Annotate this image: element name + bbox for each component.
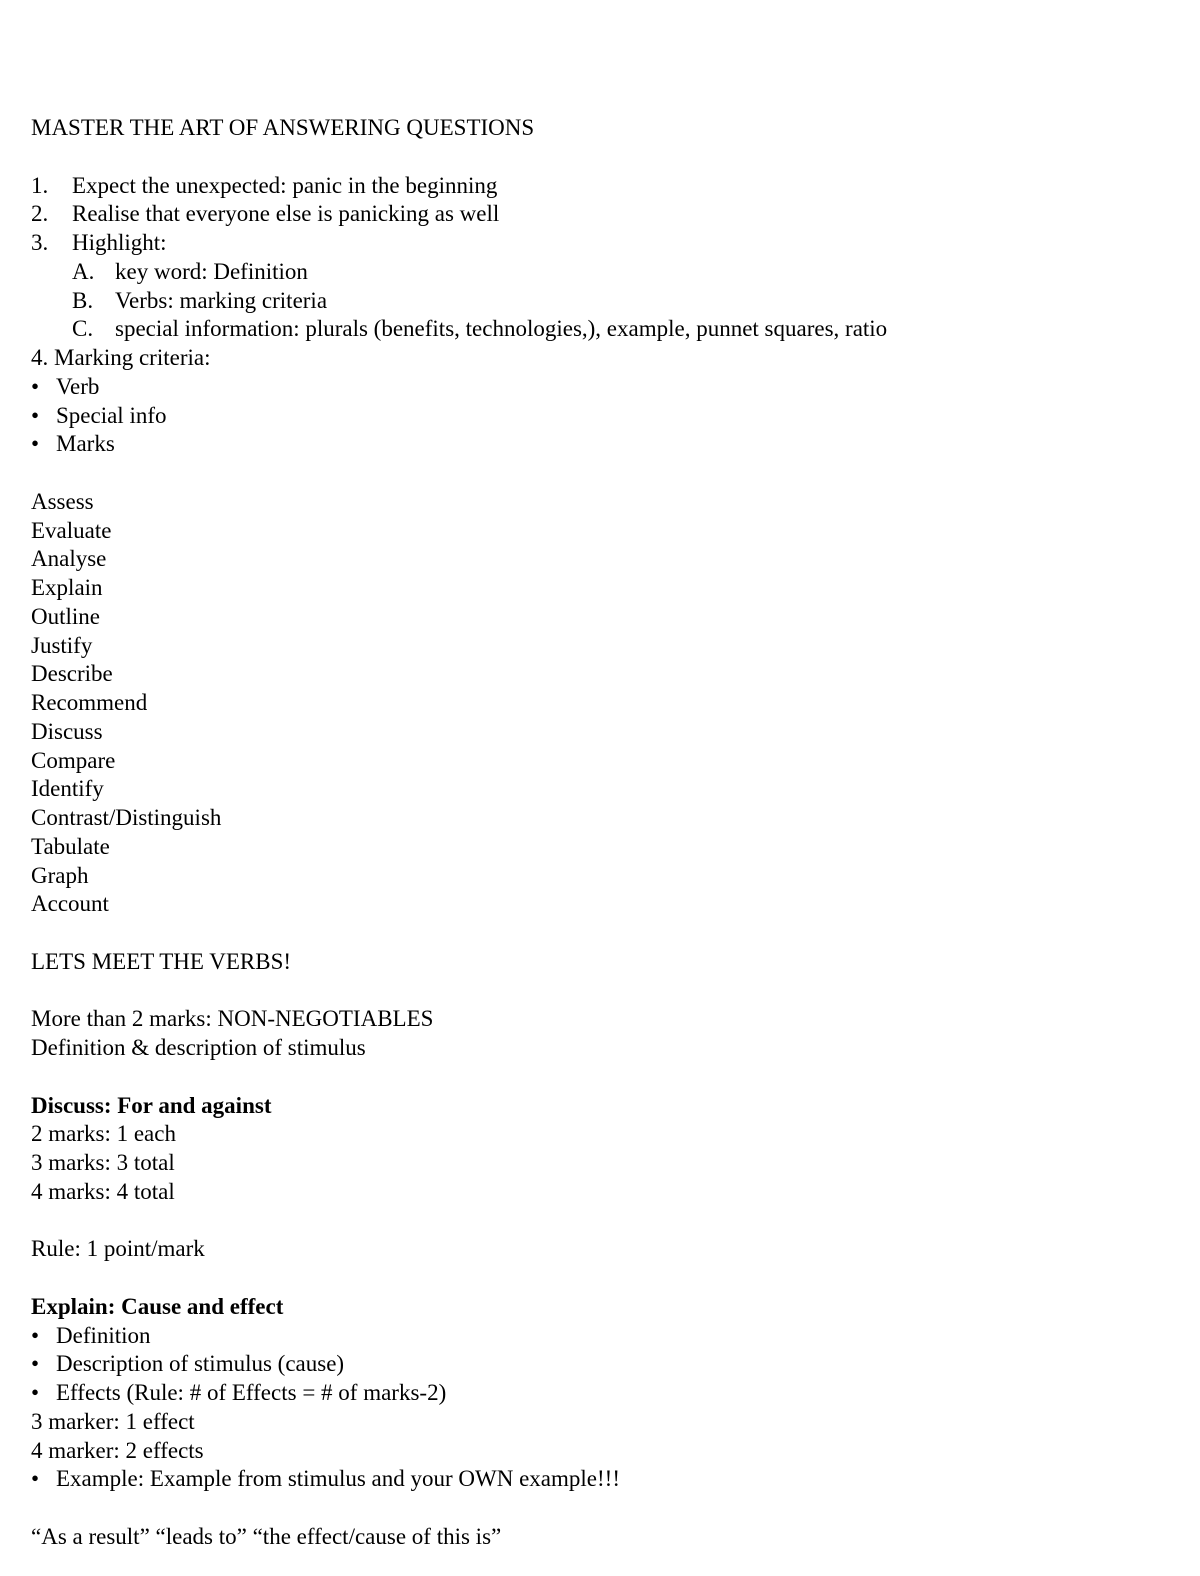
verb-item: Outline (31, 603, 100, 629)
highlight-subitem: B. Verbs: marking criteria (72, 287, 328, 313)
verb-item: Compare (31, 747, 116, 773)
non-negotiables-line: Definition & description of stimulus (31, 1035, 366, 1060)
bullet-icon: • (31, 1466, 40, 1492)
verb-item: Account (31, 891, 109, 917)
bullet-icon: • (31, 1322, 40, 1348)
step-item: 3. Highlight: (31, 230, 167, 255)
verb-item: Tabulate (31, 833, 110, 859)
verb-item: Evaluate (31, 517, 112, 543)
blank-line (31, 1063, 1171, 1092)
highlight-subitem: A. key word: Definition (72, 258, 308, 284)
discuss-heading: Discuss: For and against (31, 1092, 272, 1118)
highlight-subitem: C. special information: plurals (benefits, technologies,), example, punnet squares, ratio (72, 316, 888, 342)
bullet-item: • Definition (31, 1322, 1171, 1351)
marking-criteria-heading: 4. Marking criteria: (31, 345, 211, 370)
discuss-rule: Rule: 1 point/mark (31, 1236, 205, 1262)
meet-verbs-heading: LETS MEET THE VERBS! (31, 948, 292, 974)
step-item: 1. Expect the unexpected: panic in the beginning (31, 172, 498, 198)
verb-item: Discuss (31, 718, 103, 744)
blank-line (31, 1264, 1171, 1293)
step-item: 2. Realise that everyone else is panicking as well (31, 201, 500, 227)
bullet-item: • Special info (31, 402, 1171, 431)
verb-item: Recommend (31, 690, 148, 715)
bullet-icon: • (31, 1351, 40, 1377)
bullet-icon: • (31, 373, 40, 399)
verb-item: Analyse (31, 546, 107, 572)
blank-line (31, 143, 1171, 172)
bullet-icon: • (31, 402, 40, 428)
bullet-item: • Effects (Rule: # of Effects = # of marks-2) (31, 1379, 1171, 1408)
verb-item: Assess (31, 488, 94, 514)
verb-item: Describe (31, 661, 113, 687)
discuss-line: 2 marks: 1 each (31, 1121, 176, 1147)
bullet-item: • Example: Example from stimulus and your OWN example!!! (31, 1465, 1171, 1494)
blank-line (31, 1494, 1171, 1523)
verb-item: Graph (31, 862, 89, 888)
discuss-line: 3 marks: 3 total (31, 1150, 175, 1175)
bullet-icon: • (31, 1380, 40, 1405)
bullet-item: • Description of stimulus (cause) (31, 1350, 1171, 1379)
bullet-item: • Marks (31, 430, 1171, 459)
document-content (31, 114, 1171, 1552)
verb-item: Contrast/Distinguish (31, 805, 222, 830)
bullet-item: • Verb (31, 373, 1171, 402)
verb-item: Justify (31, 632, 93, 658)
blank-line (31, 459, 1171, 488)
transition-phrases: “As a result” “leads to” “the effect/cause of this is” (31, 1523, 502, 1549)
blank-line (31, 919, 1171, 948)
verb-item: Explain (31, 575, 103, 600)
marker-line: 4 marker: 2 effects (31, 1437, 204, 1463)
non-negotiables-line: More than 2 marks: NON-NEGOTIABLES (31, 1006, 434, 1032)
explain-heading: Explain: Cause and effect (31, 1293, 284, 1319)
bullet-icon: • (31, 431, 40, 457)
marker-line: 3 marker: 1 effect (31, 1408, 195, 1434)
blank-line (31, 977, 1171, 1006)
document-title: MASTER THE ART OF ANSWERING QUESTIONS (31, 115, 535, 140)
verb-item: Identify (31, 776, 104, 802)
blank-line (31, 1207, 1171, 1236)
discuss-line: 4 marks: 4 total (31, 1178, 175, 1204)
